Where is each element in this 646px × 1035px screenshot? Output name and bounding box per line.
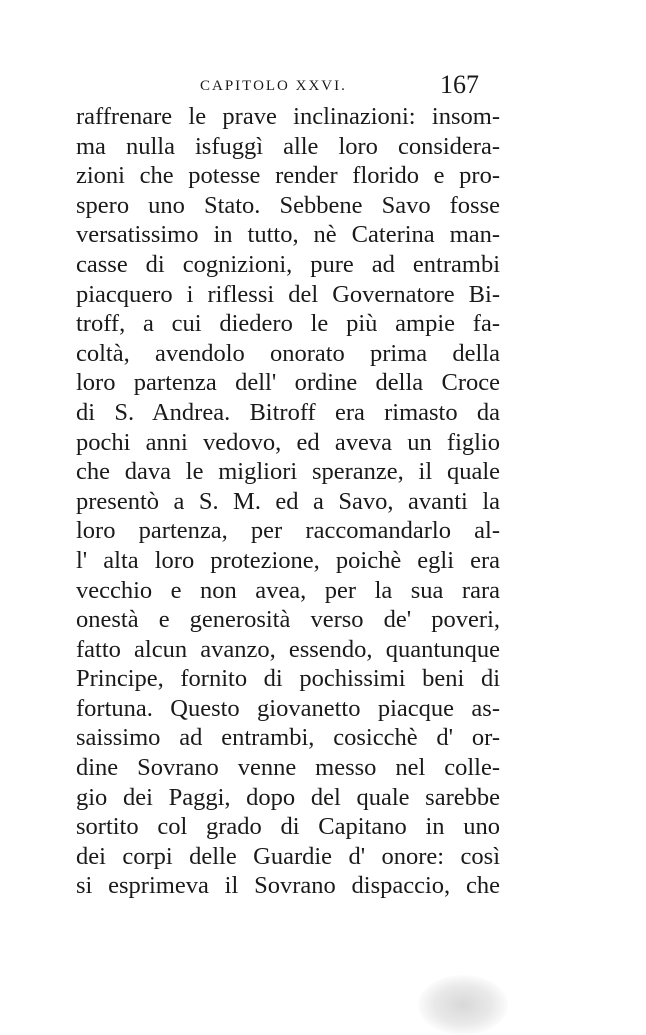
text-line: gio dei Paggi, dopo del quale sarebbe (76, 783, 500, 811)
text-line: loro partenza dell' ordine della Croce (76, 369, 500, 397)
text-line: l' alta loro protezione, poichè egli era (76, 546, 500, 574)
text-line: si esprimeva il Sovrano dispaccio, che (76, 872, 500, 900)
text-line: coltà, avendolo onorato prima della (76, 339, 500, 367)
text-line: versatissimo in tutto, nè Caterina man- (76, 221, 500, 249)
text-line: loro partenza, per raccomandarlo al- (76, 517, 500, 545)
text-line: di S. Andrea. Bitroff era rimasto da (76, 398, 500, 426)
text-line: vecchio e non avea, per la sua rara (76, 576, 500, 604)
text-line: pochi anni vedovo, ed aveva un figlio (76, 428, 500, 456)
page-stain (418, 975, 508, 1035)
text-line: sortito col grado di Capitano in uno (76, 813, 500, 841)
text-line: ma nulla isfuggì alle loro considera- (76, 132, 500, 160)
text-line: presentò a S. M. ed a Savo, avanti la (76, 487, 500, 515)
text-line: raffrenare le prave inclinazioni: insom- (76, 103, 500, 130)
text-line: fatto alcun avanzo, essendo, quantunque (76, 635, 500, 663)
page-number: 167 (440, 70, 479, 99)
text-line: fortuna. Questo giovanetto piacque as- (76, 694, 500, 722)
text-line: Principe, fornito di pochissimi beni di (76, 665, 500, 693)
text-line: spero uno Stato. Sebbene Savo fosse (76, 191, 500, 219)
chapter-title: CAPITOLO XXVI. (200, 78, 347, 94)
body-text (76, 102, 500, 901)
text-line: dei corpi delle Guardie d' onore: così (76, 842, 500, 870)
text-line: che dava le migliori speranze, il quale (76, 458, 500, 486)
text-line: dine Sovrano venne messo nel colle- (76, 754, 500, 782)
text-line: troff, a cui diedero le più ampie fa- (76, 310, 500, 338)
text-line: piacquero i riflessi del Governatore Bi- (76, 280, 500, 308)
running-head (200, 70, 500, 100)
text-line: onestà e generosità verso de' poveri, (76, 606, 500, 634)
text-line: casse di cognizioni, pure ad entrambi (76, 250, 500, 278)
text-line: saissimo ad entrambi, cosicchè d' or- (76, 724, 500, 752)
text-line: zioni che potesse render florido e pro- (76, 162, 500, 190)
